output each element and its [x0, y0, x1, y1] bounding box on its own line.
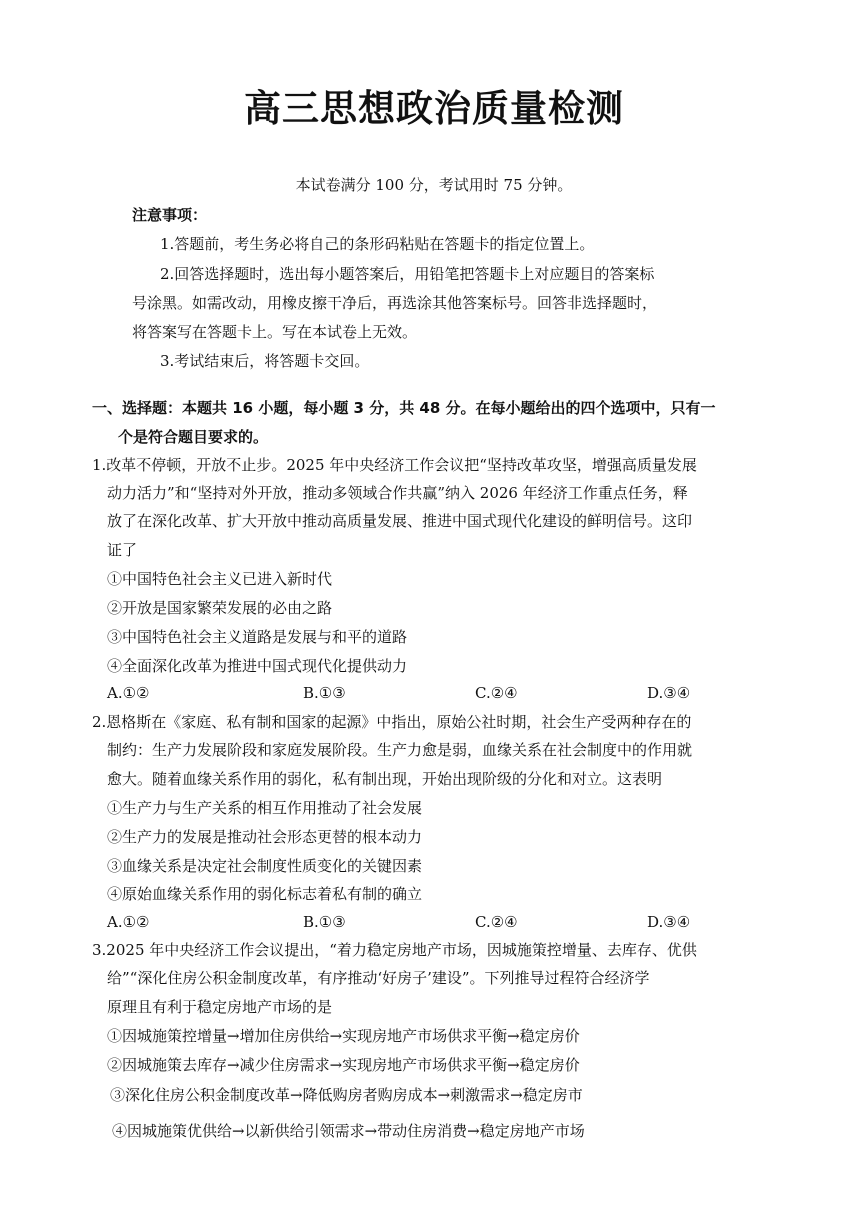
notice-item: 号涂黑。如需改动，用橡皮擦干净后，再选涂其他答案标号。回答非选择题时，	[132, 294, 658, 312]
option-a: A.①②	[107, 684, 150, 702]
question-stem: 证了	[107, 541, 138, 559]
option-c: C.②④	[475, 684, 518, 702]
statement: ④因城施策优供给→以新供给引领需求→带动住房消费→稳定房地产市场	[112, 1122, 585, 1140]
option-d: D.③④	[647, 913, 691, 931]
question-stem: 3.2025 年中央经济工作会议提出，“着力稳定房地产市场，因城施策控增量、去库存、优供	[92, 941, 697, 959]
notice-item: 1.答题前，考生务必将自己的条形码粘贴在答题卡的指定位置上。	[160, 235, 595, 253]
exam-info: 本试卷满分 100 分，考试用时 75 分钟。	[295, 176, 573, 194]
option-a: A.①②	[107, 913, 150, 931]
statement: ①因城施策控增量→增加住房供给→实现房地产市场供求平衡→稳定房价	[107, 1027, 580, 1045]
section-heading: 个是符合题目要求的。	[118, 428, 269, 446]
section-heading: 一、选择题：本题共 16 小题，每小题 3 分，共 48 分。在每小题给出的四个选项中，只有一	[92, 399, 716, 417]
option-c: C.②④	[475, 913, 518, 931]
question-stem: 愈大。随着血缘关系作用的弱化，私有制出现，开始出现阶级的分化和对立。这表明	[107, 770, 663, 788]
question-stem: 1.改革不停顿，开放不止步。2025 年中央经济工作会议把“坚持改革攻坚，增强高质量发展	[92, 456, 697, 474]
question-stem: 动力活力”和“坚持对外开放，推动多领域合作共赢”纳入 2026 年经济工作重点任务，释	[107, 484, 688, 502]
question-stem: 2.恩格斯在《家庭、私有制和国家的起源》中指出，原始公社时期，社会生产受两种存在的	[92, 713, 692, 731]
statement: ③深化住房公积金制度改革→降低购房者购房成本→刺激需求→稳定房市	[110, 1086, 583, 1104]
page-title: 高三思想政治质量检测	[244, 87, 624, 130]
option-b: B.①③	[303, 684, 346, 702]
question-stem: 原理且有利于稳定房地产市场的是	[107, 998, 333, 1016]
question-stem: 制约：生产力发展阶段和家庭发展阶段。生产力愈是弱，血缘关系在社会制度中的作用就	[107, 741, 693, 759]
statement: ④全面深化改革为推进中国式现代化提供动力	[107, 657, 408, 675]
question-stem: 放了在深化改革、扩大开放中推动高质量发展、推进中国式现代化建设的鲜明信号。这印	[107, 512, 693, 530]
option-d: D.③④	[647, 684, 691, 702]
notice-item: 3.考试结束后，将答题卡交回。	[160, 352, 370, 370]
question-stem: 给”“深化住房公积金制度改革，有序推动‘好房子’建设”。下列推导过程符合经济学	[107, 969, 650, 987]
notice-item: 2.回答选择题时，选出每小题答案后，用铅笔把答题卡上对应题目的答案标	[160, 265, 655, 283]
statement: ①生产力与生产关系的相互作用推动了社会发展	[107, 799, 423, 817]
statement: ②开放是国家繁荣发展的必由之路	[107, 599, 333, 617]
notice-heading: 注意事项：	[132, 206, 208, 224]
option-b: B.①③	[303, 913, 346, 931]
statement: ③血缘关系是决定社会制度性质变化的关键因素	[107, 857, 423, 875]
statement: ②生产力的发展是推动社会形态更替的根本动力	[107, 828, 423, 846]
statement: ③中国特色社会主义道路是发展与和平的道路	[107, 628, 408, 646]
notice-item: 将答案写在答题卡上。写在本试卷上无效。	[132, 323, 418, 341]
statement: ④原始血缘关系作用的弱化标志着私有制的确立	[107, 885, 423, 903]
statement: ②因城施策去库存→减少住房需求→实现房地产市场供求平衡→稳定房价	[107, 1056, 580, 1074]
statement: ①中国特色社会主义已进入新时代	[107, 570, 333, 588]
